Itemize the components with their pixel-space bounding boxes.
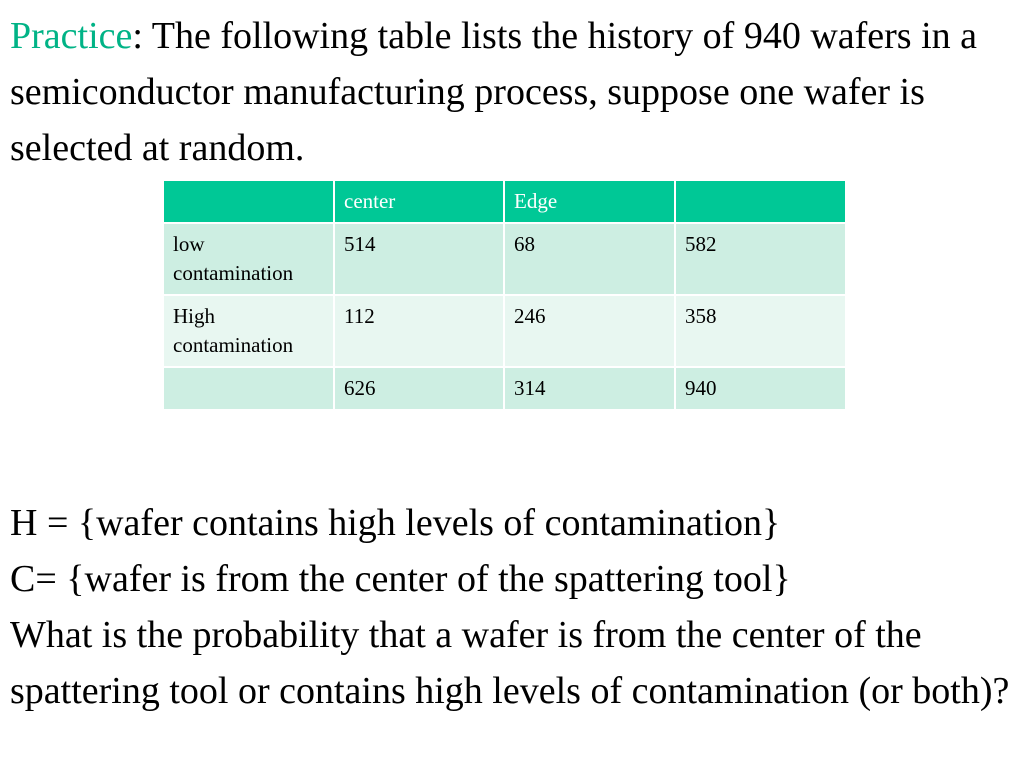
header-cell-edge: Edge [504, 180, 675, 223]
probability-question: What is the probability that a wafer is from the center of the spattering tool or contains high levels of contamination (or both)? [10, 614, 1010, 712]
table-cell: 582 [675, 223, 846, 295]
table-cell: 246 [504, 295, 675, 367]
header-cell-total [675, 180, 846, 223]
event-h-definition: H = {wafer contains high levels of contamination} [10, 502, 781, 544]
header-cell-empty [163, 180, 334, 223]
table-row [163, 295, 846, 367]
event-c-definition: C= {wafer is from the center of the spattering tool} [10, 558, 791, 600]
intro-paragraph [10, 8, 1010, 176]
table-cell: 68 [504, 223, 675, 295]
intro-text: : The following table lists the history of 940 wafers in a semiconductor manufacturing process, suppose one wafer is selected at random. [10, 15, 978, 169]
wafer-history-table [162, 179, 847, 411]
question-block [10, 495, 1010, 719]
row-label: High contamination [163, 295, 334, 367]
row-label: low contamination [163, 223, 334, 295]
table-header-row [163, 180, 846, 223]
table-cell: 358 [675, 295, 846, 367]
table-row [163, 223, 846, 295]
row-label [163, 367, 334, 410]
table-row [163, 367, 846, 410]
table-cell: 112 [334, 295, 504, 367]
practice-label: Practice [10, 15, 133, 57]
header-cell-center: center [334, 180, 504, 223]
table-cell: 626 [334, 367, 504, 410]
table-cell: 314 [504, 367, 675, 410]
table-cell: 514 [334, 223, 504, 295]
table-cell: 940 [675, 367, 846, 410]
